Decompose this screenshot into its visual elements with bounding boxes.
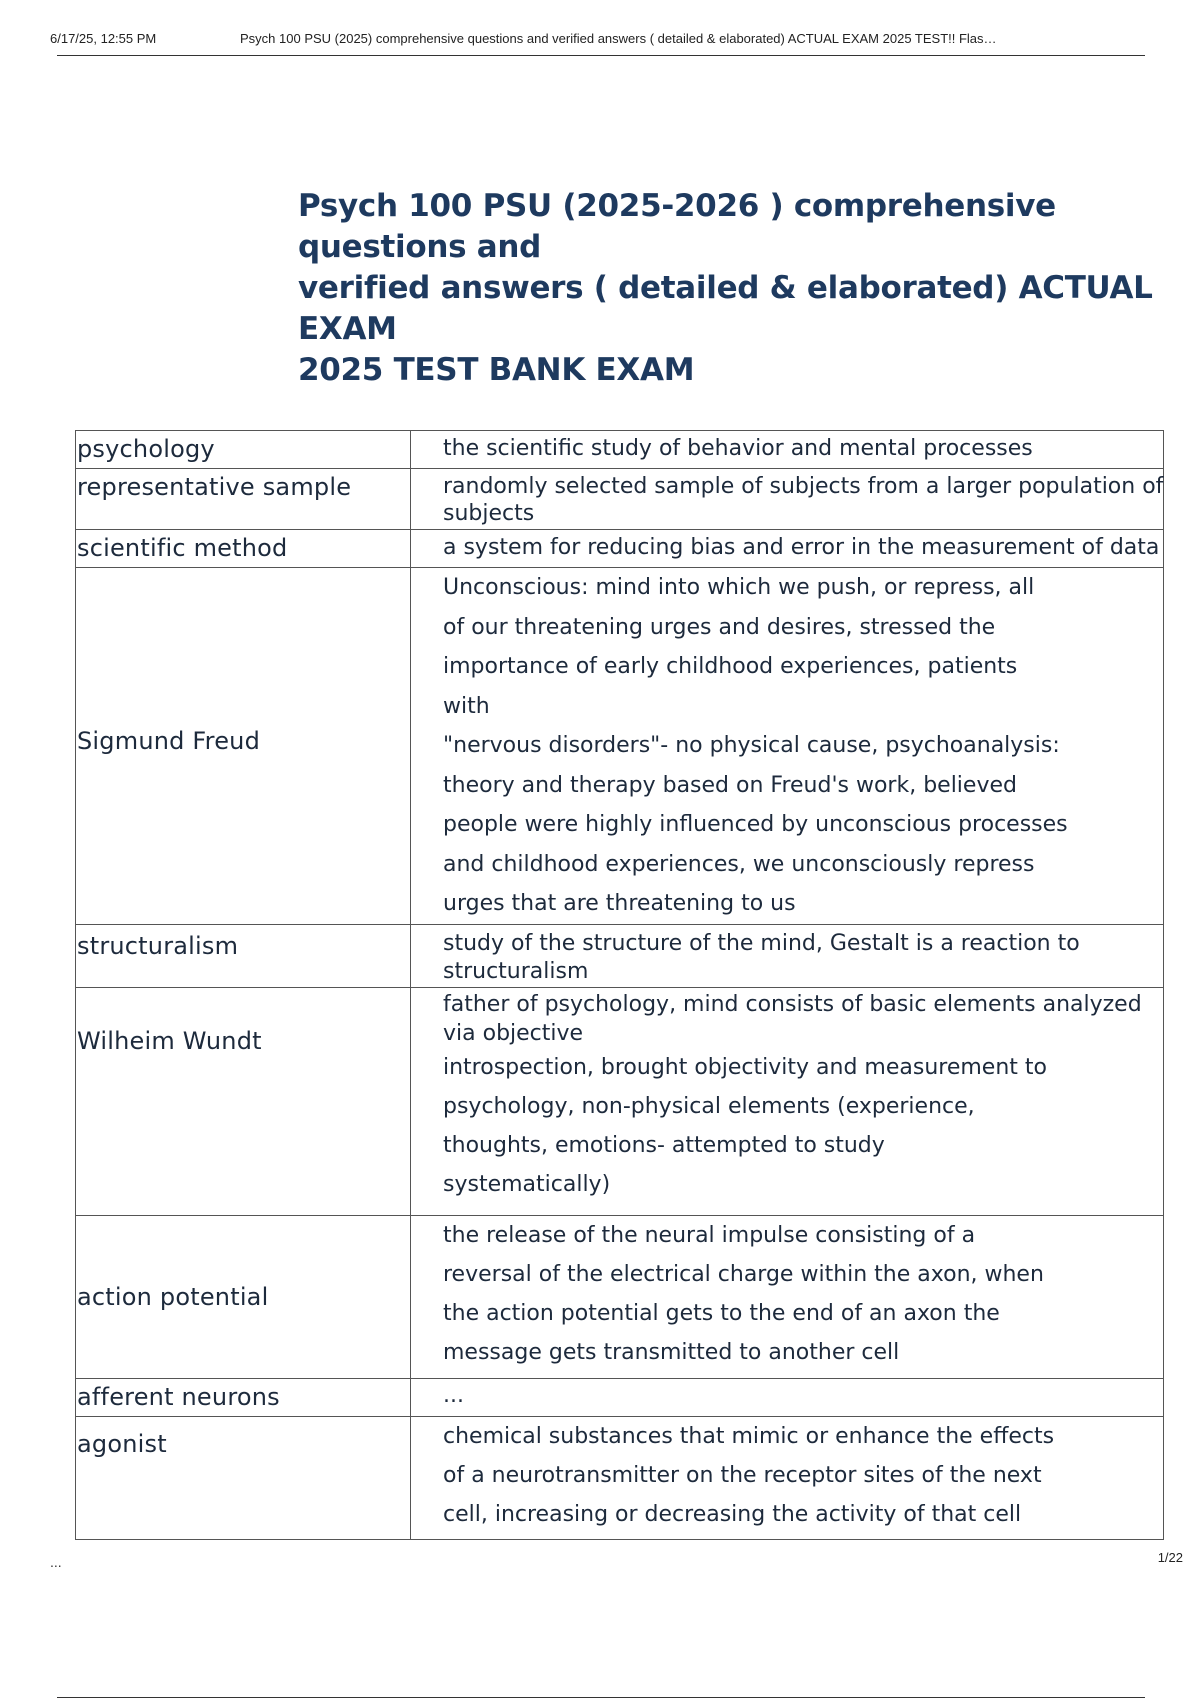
definition-line: introspection, brought objectivity and measurement to bbox=[443, 1055, 1047, 1080]
page-title-line: Psych 100 PSU (2025-2026 ) comprehensive questions and bbox=[298, 188, 1056, 265]
definition-line: the action potential gets to the end of an axon the bbox=[443, 1301, 1000, 1326]
table-row bbox=[76, 530, 1164, 568]
page-title-line: verified answers ( detailed & elaborated) ACTUAL EXAM bbox=[298, 270, 1153, 347]
term-cell bbox=[76, 988, 411, 1216]
definition-cell bbox=[411, 469, 1164, 530]
definition-line: ... bbox=[443, 1383, 464, 1408]
header-divider bbox=[57, 55, 1145, 56]
table-row bbox=[76, 988, 1164, 1216]
definition-cell bbox=[411, 431, 1164, 469]
term-cell bbox=[76, 1417, 411, 1540]
table-row bbox=[76, 1417, 1164, 1540]
definition-cell bbox=[411, 568, 1164, 925]
definition-line: study of the structure of the mind, Gestalt is a reaction to bbox=[443, 931, 1080, 956]
definition-line: people were highly influenced by unconscious processes bbox=[443, 812, 1068, 837]
term-text: agonist bbox=[77, 1430, 167, 1458]
page-title-line: 2025 TEST BANK EXAM bbox=[298, 352, 695, 388]
term-text: scientific method bbox=[77, 534, 288, 562]
definition-line: thoughts, emotions- attempted to study bbox=[443, 1133, 885, 1158]
definition-line: cell, increasing or decreasing the activity of that cell bbox=[443, 1502, 1022, 1527]
definition-line: psychology, non-physical elements (experience, bbox=[443, 1094, 975, 1119]
definition-line: theory and therapy based on Freud's work, believed bbox=[443, 772, 1017, 798]
page-number: 1/22 bbox=[1157, 1550, 1183, 1565]
print-header bbox=[50, 28, 1180, 50]
definition-cell bbox=[411, 1379, 1164, 1417]
term-cell bbox=[76, 568, 411, 925]
definition-cell bbox=[411, 1216, 1164, 1379]
table-row bbox=[76, 431, 1164, 469]
print-date: 6/17/25, 12:55 PM bbox=[50, 31, 157, 46]
table-row bbox=[76, 1216, 1164, 1379]
definition-line: systematically) bbox=[443, 1172, 611, 1197]
term-text: Sigmund Freud bbox=[77, 727, 261, 755]
definition-cell bbox=[411, 925, 1164, 988]
table-row bbox=[76, 469, 1164, 530]
term-text: Wilheim Wundt bbox=[77, 1027, 262, 1055]
term-cell bbox=[76, 431, 411, 469]
definition-line: with bbox=[443, 693, 490, 719]
print-footer-url: ... bbox=[50, 1554, 62, 1570]
table-row bbox=[76, 925, 1164, 988]
term-cell bbox=[76, 1216, 411, 1379]
definition-line: reversal of the electrical charge within the axon, when bbox=[443, 1262, 1044, 1287]
definition-line: father of psychology, mind consists of basic elements analyzed bbox=[443, 992, 1142, 1017]
definition-line: of our threatening urges and desires, stressed the bbox=[443, 614, 996, 640]
term-text: afferent neurons bbox=[77, 1383, 280, 1411]
term-text: representative sample bbox=[77, 473, 352, 501]
definition-cell bbox=[411, 1417, 1164, 1540]
definition-line: message gets transmitted to another cell bbox=[443, 1340, 900, 1365]
definition-line: of a neurotransmitter on the receptor sites of the next bbox=[443, 1463, 1042, 1488]
definition-line: importance of early childhood experiences, patients bbox=[443, 654, 1018, 679]
definition-cell bbox=[411, 988, 1164, 1216]
table-row bbox=[76, 568, 1164, 925]
print-document-title: Psych 100 PSU (2025) comprehensive questions and verified answers ( detailed & elaborated) ACTUAL EXAM 2025 TEST!! Flas… bbox=[240, 31, 997, 46]
term-cell bbox=[76, 925, 411, 988]
footer-divider bbox=[57, 1697, 1145, 1698]
definition-line: "nervous disorders"- no physical cause, psychoanalysis: bbox=[443, 733, 1060, 758]
term-text: structuralism bbox=[77, 932, 239, 960]
definition-cell bbox=[411, 530, 1164, 568]
definition-line: a system for reducing bias and error in the measurement of data bbox=[443, 535, 1160, 560]
definition-line: chemical substances that mimic or enhance the effects bbox=[443, 1424, 1055, 1449]
definition-line: urges that are threatening to us bbox=[443, 891, 796, 916]
definition-line: structuralism bbox=[443, 959, 589, 984]
term-cell bbox=[76, 469, 411, 530]
term-text: psychology bbox=[77, 435, 215, 463]
definition-line: randomly selected sample of subjects from a larger population of bbox=[443, 474, 1164, 499]
definition-line: and childhood experiences, we unconsciously repress bbox=[443, 851, 1035, 877]
definition-line: the release of the neural impulse consisting of a bbox=[443, 1223, 976, 1248]
definition-line: via objective bbox=[443, 1021, 584, 1046]
table-row bbox=[76, 1379, 1164, 1417]
flashcard-table bbox=[75, 430, 1164, 1540]
term-cell bbox=[76, 530, 411, 568]
definition-line: subjects bbox=[443, 501, 535, 526]
definition-line: the scientific study of behavior and mental processes bbox=[443, 436, 1033, 461]
definition-line: Unconscious: mind into which we push, or repress, all bbox=[443, 575, 1035, 600]
term-text: action potential bbox=[77, 1283, 269, 1311]
term-cell bbox=[76, 1379, 411, 1417]
page-title bbox=[298, 186, 1178, 391]
